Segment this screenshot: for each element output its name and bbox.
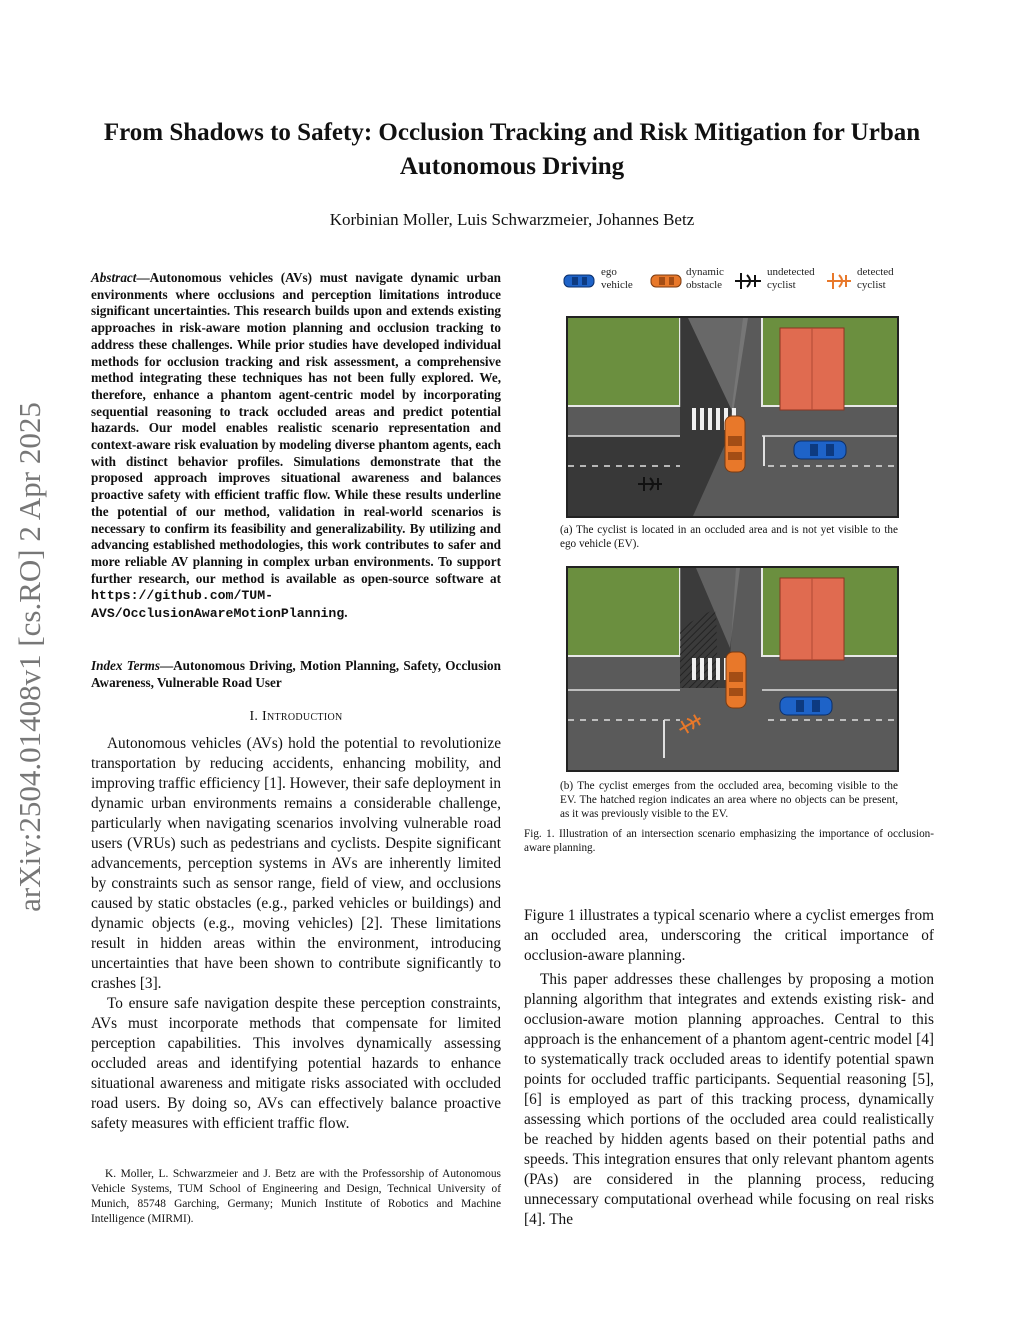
author-list: Korbinian Moller, Luis Schwarzmeier, Johannes Betz: [329, 210, 695, 229]
paragraph: This paper addresses these challenges by proposing a motion planning algorithm that integrates and extends existing risk- and occlusion-aware motion planning approaches. Central to this approach is the enhancement of a phantom agent-centric model [4] to systematically track occluded areas to identify potential spawn points for occluded traffic participants. Sequential reasoning [5], [6] is employed as part of this tracking process, dynamically assessing which portions of the occluded area could realistically be reached by hidden agents based on their potential paths and speeds. This integration ensures that only relevant phantom agents (PAs) are considered in the planning process, reducing unnecessary computational overhead while focusing on real risks [4]. The: [524, 971, 934, 1228]
abstract: Abstract—Autonomous vehicles (AVs) must navigate dynamic urban environments where occlusions and perception limitations introduce significant uncertainties. This research builds upon and extends existing approaches in risk-aware motion planning and occlusion tracking to address these challenges. While prior studies have developed individual methods for occlusion tracking and risk assessment, a comprehensive method integrating these techniques has not been fully explored. We, therefore, enhance a phantom agent-centric model by incorporating sequential reasoning to track occluded areas and predict potential hazards. Our model enables realistic scenario representation and context-aware risk evaluation by modeling diverse phantom agents, each with distinct behavior profiles. Simulations demonstrate that the proposed approach improves situational awareness and balances proactive safety with efficient traffic flow. While these results underline the potential of our method, validation in real-world scenarios is necessary to confirm its feasibility and generalizability. By utilizing and advancing established methodologies, this work contributes to safer and more reliable AV planning in complex urban environments. To support further research, our method is available as open-source software at https://github.com/TUM-AVS/OcclusionAwareMotionPlanning.: [91, 270, 501, 622]
grass-area: [568, 318, 680, 406]
index-terms-label: Index Terms: [91, 658, 160, 673]
index-terms-text: Autonomous Driving, Motion Planning, Safety, Occlusion Awareness, Vulnerable Road User: [91, 658, 501, 690]
dynamic-obstacle-vehicle: [725, 416, 745, 472]
legend-dynamic-label: dynamic obstacle: [686, 266, 724, 291]
undetected-cyclist-icon: [733, 270, 765, 292]
intro-text: [91, 734, 501, 1134]
index-terms: Index Terms—Autonomous Driving, Motion Planning, Safety, Occlusion Awareness, Vulnerable Road User: [91, 658, 501, 690]
legend-detected-label: detected cyclist: [857, 266, 894, 291]
abstract-end: .: [344, 605, 348, 621]
abstract-text: Autonomous vehicles (AVs) must navigate dynamic urban environments where occlusions and perception limitations introduce significant uncertainties. This research builds upon and extends existing approaches in risk-aware motion planning and occlusion tracking to address these challenges. While prior studies have developed individual methods for occlusion tracking and risk assessment, a comprehensive method integrating these techniques has not been fully explored. We, therefore, enhance a phantom agent-centric model by incorporating sequential reasoning to track occluded areas and predict potential hazards. Our model enables realistic scenario representation and context-aware risk evaluation by modeling diverse phantom agents, each with distinct behavior profiles. Simulations demonstrate that the proposed approach improves situational awareness and balances proactive safety with efficient traffic flow. While these results underline the potential of our method, validation in real-world scenarios is necessary to confirm its feasibility and generalizability. By utilizing and advancing established methodologies, this work contributes to safer and more reliable AV planning in complex urban environments. To support further research, our method is available as open-source software at: [91, 270, 501, 586]
detected-cyclist-icon: [825, 270, 855, 292]
caption-a: (a) The cyclist is located in an occluded area and is not yet visible to the ego vehicle (EV).: [560, 524, 898, 550]
dynamic-obstacle-icon: [650, 272, 684, 290]
legend-ego-label: ego vehicle: [601, 266, 633, 291]
ego-vehicle-icon: [563, 272, 597, 290]
paragraph: Autonomous vehicles (AVs) hold the potential to revolutionize transportation by reducing accidents, enhancing mobility, and improving traffic efficiency [1]. However, their safe deployment in dynamic urban environments remains a considerable challenge, particularly when navigating scenarios involving vulnerable road users (VRUs) such as pedestrians and cyclists. Despite significant advancements, perception systems in AVs are inherently limited by constraints such as sensor range, field of view, and occlusions caused by static obstacles (e.g., parked vehicles or buildings) and dynamic objects (e.g., moving vehicles) [2]. These limitations result in hidden areas within the environment, introducing uncertainties that have been shown to contribute significantly to crashes [3].: [91, 735, 501, 992]
abstract-label: Abstract: [91, 270, 137, 285]
paragraph: Figure 1 illustrates a typical scenario where a cyclist emerges from an occluded area, underscoring the critical importance of occlusion-aware planning.: [524, 907, 934, 964]
figure-1a: [566, 316, 899, 518]
paragraph: To ensure safe navigation despite these perception constraints, AVs must incorporate methods that compensate for limited perception capabilities. This involves dynamically assessing occluded areas and identifying potential hazards to enhance situational awareness and mitigate risks associated with occluded road users. By doing so, AVs can effectively balance proactive safety measures with efficient traffic flow.: [91, 995, 501, 1132]
right-column-text: [524, 906, 934, 1230]
code-repository-link[interactable]: https://github.com/TUM-AVS/OcclusionAwareMotionPlanning: [91, 588, 345, 622]
ego-vehicle: [794, 441, 846, 459]
arxiv-identifier: arXiv:2504.01408v1 [cs.RO] 2 Apr 2025: [12, 402, 47, 912]
legend-undetected-label: undetected cyclist: [767, 266, 815, 291]
section-heading: I. Introduction: [249, 709, 343, 724]
affiliation-footnote: K. Moller, L. Schwarzmeier and J. Betz are with the Professorship of Autonomous Vehicle Systems, TUM School of Engineering and Design, Technical University of Munich, 85748 Garching, Germany; Munich Institute of Robotics and Machine Intelligence (MIRMI).: [91, 1168, 501, 1225]
figure-1b: [566, 566, 899, 772]
intersection-scene-a: [568, 318, 897, 516]
figure-legend: [555, 264, 935, 298]
intersection-scene-b: [568, 568, 897, 770]
paper-title: From Shadows to Safety: Occlusion Tracking and Risk Mitigation for Urban Autonomous Driving: [103, 119, 921, 180]
caption-b: (b) The cyclist emerges from the occluded area, becoming visible to the EV. The hatched region indicates an area where no objects can be present, as it was previously visible to the EV.: [560, 780, 898, 820]
figure-caption: Fig. 1. Illustration of an intersection scenario emphasizing the importance of occlusion-aware planning.: [524, 828, 934, 854]
